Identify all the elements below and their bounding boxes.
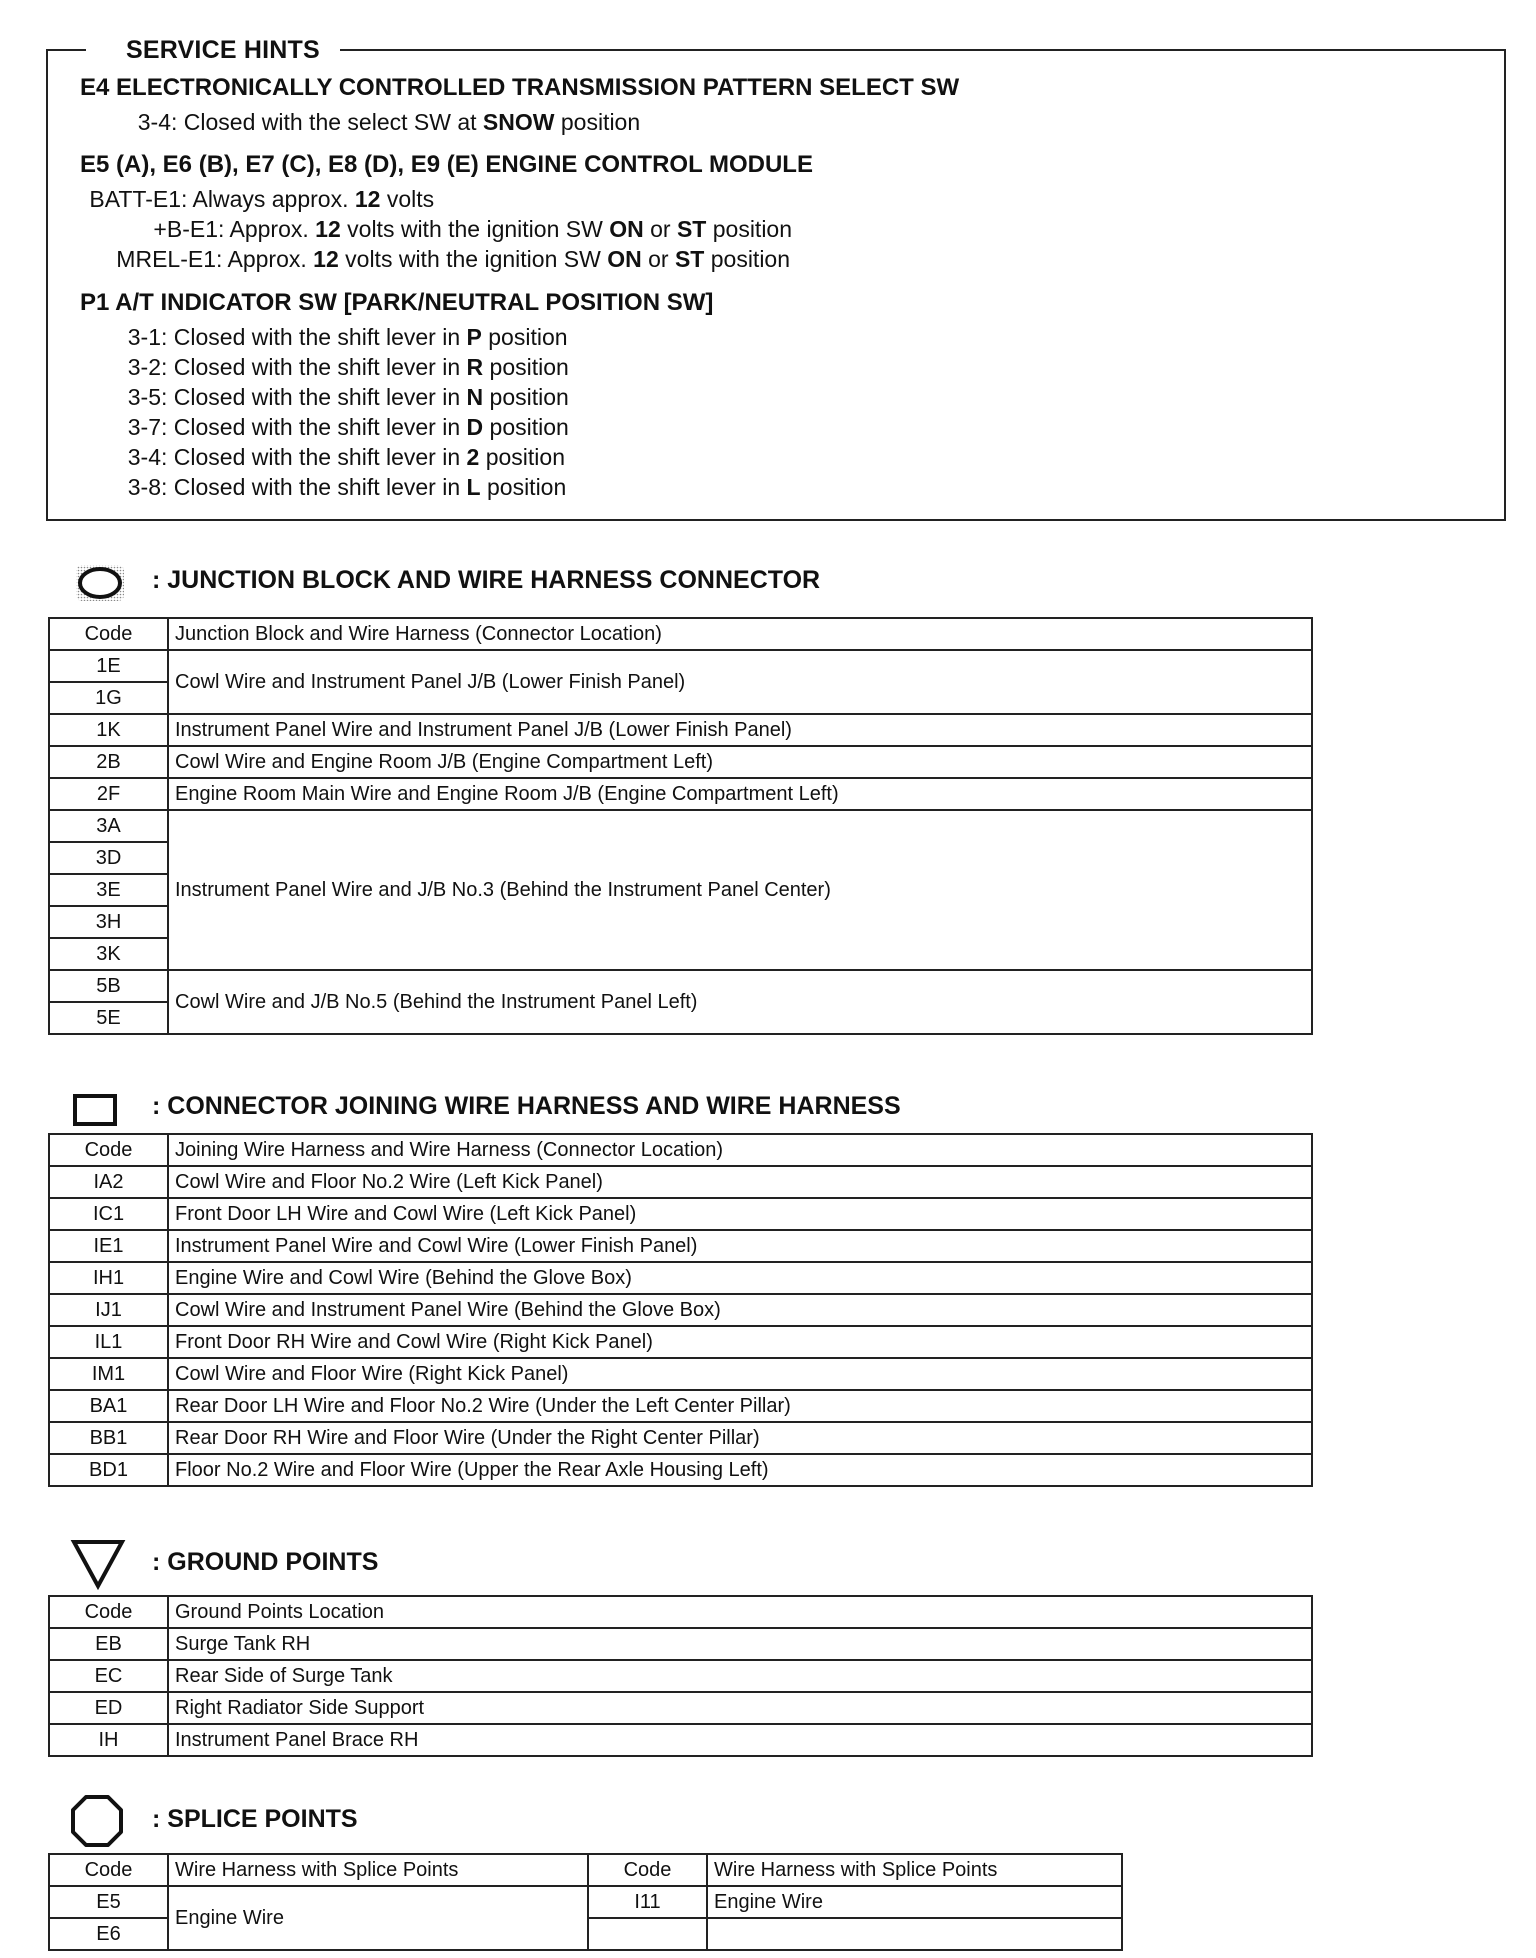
code-cell: IM1	[49, 1358, 168, 1390]
code-cell: IE1	[49, 1230, 168, 1262]
service-hint-text: : Closed with the shift lever in D position	[161, 414, 569, 440]
service-hint-pin: 3-4	[137, 109, 171, 135]
connector-table	[48, 1133, 1313, 1487]
wire-harness-cell: Engine Wire	[707, 1886, 1122, 1918]
code-cell: 3A	[49, 810, 168, 842]
code-cell: IH1	[49, 1262, 168, 1294]
code-column-header: Code	[49, 1134, 168, 1166]
connector-symbol-icon	[72, 1093, 118, 1127]
table-row	[49, 1660, 1312, 1692]
location-column-header: Ground Points Location	[168, 1596, 1312, 1628]
table-row	[49, 1326, 1312, 1358]
connector-section-title: : CONNECTOR JOINING WIRE HARNESS AND WIRE HARNESS	[152, 1092, 901, 1120]
service-hint-pin: 3-1	[127, 324, 161, 350]
service-hints-title: SERVICE HINTS	[86, 36, 340, 65]
code-cell: E5	[49, 1886, 168, 1918]
wire-harness-column-header: Wire Harness with Splice Points	[707, 1854, 1122, 1886]
location-column-header: Joining Wire Harness and Wire Harness (Connector Location)	[168, 1134, 1312, 1166]
location-cell: Front Door LH Wire and Cowl Wire (Left Kick Panel)	[168, 1198, 1312, 1230]
code-cell: 2F	[49, 778, 168, 810]
code-cell: 1K	[49, 714, 168, 746]
code-cell: E6	[49, 1918, 168, 1950]
table-row	[49, 1262, 1312, 1294]
table-row	[49, 1886, 1122, 1918]
service-hint-heading: E5 (A), E6 (B), E7 (C), E8 (D), E9 (E) ENGINE CONTROL MODULE	[80, 151, 813, 178]
code-cell: 3K	[49, 938, 168, 970]
service-hint-emphasis: ON	[607, 246, 642, 272]
service-hint-pin: MREL-E1	[116, 246, 216, 272]
splice-header-row	[49, 1854, 1122, 1886]
table-row	[49, 746, 1312, 778]
location-cell: Instrument Panel Wire and J/B No.3 (Behind the Instrument Panel Center)	[168, 810, 1312, 970]
code-column-header: Code	[588, 1854, 707, 1886]
wire-harness-cell	[707, 1918, 1122, 1950]
code-cell: IH	[49, 1724, 168, 1756]
table-row	[49, 1294, 1312, 1326]
table-row	[49, 1692, 1312, 1724]
ground-header-row	[49, 1596, 1312, 1628]
service-hint-emphasis: N	[466, 384, 484, 410]
table-row	[49, 1422, 1312, 1454]
service-hint-text: : Approx. 12 volts with the ignition SW ON or ST position	[218, 216, 793, 242]
location-cell: Right Radiator Side Support	[168, 1692, 1312, 1724]
service-hint-emphasis: 12	[354, 186, 381, 212]
location-cell: Cowl Wire and Instrument Panel J/B (Lower Finish Panel)	[168, 650, 1312, 714]
location-cell: Instrument Panel Wire and Instrument Panel J/B (Lower Finish Panel)	[168, 714, 1312, 746]
location-cell: Engine Wire and Cowl Wire (Behind the Glove Box)	[168, 1262, 1312, 1294]
service-hint-emphasis: SNOW	[482, 109, 555, 135]
location-cell: Rear Door RH Wire and Floor Wire (Under the Right Center Pillar)	[168, 1422, 1312, 1454]
junction-header-row	[49, 618, 1312, 650]
junction-table	[48, 617, 1313, 1035]
table-row	[49, 1390, 1312, 1422]
table-row	[49, 970, 1312, 1002]
code-cell: IJ1	[49, 1294, 168, 1326]
table-row	[49, 1454, 1312, 1486]
code-cell: 1E	[49, 650, 168, 682]
location-cell: Rear Door LH Wire and Floor No.2 Wire (Under the Left Center Pillar)	[168, 1390, 1312, 1422]
location-cell: Floor No.2 Wire and Floor Wire (Upper the Rear Axle Housing Left)	[168, 1454, 1312, 1486]
service-hint-heading: E4 ELECTRONICALLY CONTROLLED TRANSMISSION PATTERN SELECT SW	[80, 74, 960, 101]
location-cell: Cowl Wire and Floor Wire (Right Kick Panel)	[168, 1358, 1312, 1390]
table-row	[49, 650, 1312, 682]
code-cell: IC1	[49, 1198, 168, 1230]
service-hint-emphasis: ST	[674, 246, 705, 272]
service-hint-pin: BATT-E1	[89, 186, 181, 212]
service-hint-pin: 3-5	[127, 384, 161, 410]
code-cell: EB	[49, 1628, 168, 1660]
table-row	[49, 810, 1312, 842]
code-cell: 5E	[49, 1002, 168, 1034]
service-hint-text: : Closed with the shift lever in N position	[161, 384, 569, 410]
service-hint-emphasis: D	[466, 414, 484, 440]
service-hint-emphasis: 2	[466, 444, 480, 470]
code-cell: ED	[49, 1692, 168, 1724]
ground-point-symbol-icon	[70, 1538, 126, 1590]
location-cell: Surge Tank RH	[168, 1628, 1312, 1660]
splice-table	[48, 1853, 1123, 1951]
table-row	[49, 1358, 1312, 1390]
code-cell: IA2	[49, 1166, 168, 1198]
table-row	[49, 1166, 1312, 1198]
location-cell: Cowl Wire and Floor No.2 Wire (Left Kick Panel)	[168, 1166, 1312, 1198]
service-hint-emphasis: L	[466, 474, 481, 500]
wire-harness-cell: Engine Wire	[168, 1886, 588, 1950]
code-cell: 1G	[49, 682, 168, 714]
service-hint-text: : Approx. 12 volts with the ignition SW ON or ST position	[216, 246, 791, 272]
code-cell: 3E	[49, 874, 168, 906]
code-cell: 3D	[49, 842, 168, 874]
code-column-header: Code	[49, 1854, 168, 1886]
service-hint-emphasis: P	[466, 324, 482, 350]
table-row	[49, 1230, 1312, 1262]
code-cell: BB1	[49, 1422, 168, 1454]
service-hint-text: : Closed with the shift lever in R position	[161, 354, 569, 380]
service-hint-emphasis: 12	[313, 246, 339, 272]
service-hint-emphasis: ON	[609, 216, 644, 242]
code-cell	[588, 1918, 707, 1950]
location-cell: Rear Side of Surge Tank	[168, 1660, 1312, 1692]
code-cell: I11	[588, 1886, 707, 1918]
location-cell: Cowl Wire and J/B No.5 (Behind the Instrument Panel Left)	[168, 970, 1312, 1034]
table-row	[49, 1198, 1312, 1230]
code-cell: BD1	[49, 1454, 168, 1486]
service-hint-text: : Closed with the select SW at SNOW position	[171, 109, 641, 135]
splice-point-symbol-icon	[69, 1793, 125, 1849]
service-hint-text: : Closed with the shift lever in 2 position	[161, 444, 565, 470]
ground-table	[48, 1595, 1313, 1757]
location-cell: Cowl Wire and Instrument Panel Wire (Behind the Glove Box)	[168, 1294, 1312, 1326]
code-cell: 3H	[49, 906, 168, 938]
location-cell: Engine Room Main Wire and Engine Room J/B (Engine Compartment Left)	[168, 778, 1312, 810]
code-column-header: Code	[49, 1596, 168, 1628]
junction-block-symbol-icon	[74, 563, 126, 603]
service-hint-pin: 3-2	[127, 354, 161, 380]
service-hint-text: : Closed with the shift lever in L position	[161, 474, 567, 500]
service-hint-heading: P1 A/T INDICATOR SW [PARK/NEUTRAL POSITION SW]	[80, 289, 714, 316]
splice-section-title: : SPLICE POINTS	[152, 1805, 358, 1833]
location-cell: Instrument Panel Wire and Cowl Wire (Lower Finish Panel)	[168, 1230, 1312, 1262]
code-cell: 5B	[49, 970, 168, 1002]
location-cell: Cowl Wire and Engine Room J/B (Engine Compartment Left)	[168, 746, 1312, 778]
table-row	[49, 714, 1312, 746]
wire-harness-column-header: Wire Harness with Splice Points	[168, 1854, 588, 1886]
service-hint-pin: 3-8	[127, 474, 161, 500]
service-hint-pin: +B-E1	[153, 216, 218, 242]
location-cell: Front Door RH Wire and Cowl Wire (Right Kick Panel)	[168, 1326, 1312, 1358]
table-row	[49, 1724, 1312, 1756]
code-column-header: Code	[49, 618, 168, 650]
service-hint-pin: 3-4	[127, 444, 161, 470]
junction-section-title: : JUNCTION BLOCK AND WIRE HARNESS CONNECTOR	[152, 566, 821, 594]
table-row	[49, 778, 1312, 810]
code-cell: BA1	[49, 1390, 168, 1422]
location-column-header: Junction Block and Wire Harness (Connector Location)	[168, 618, 1312, 650]
service-hint-emphasis: ST	[676, 216, 707, 242]
location-cell: Instrument Panel Brace RH	[168, 1724, 1312, 1756]
service-hint-pin: 3-7	[127, 414, 161, 440]
ground-section-title: : GROUND POINTS	[152, 1548, 379, 1576]
code-cell: 2B	[49, 746, 168, 778]
code-cell: IL1	[49, 1326, 168, 1358]
service-hint-text: : Closed with the shift lever in P position	[161, 324, 568, 350]
connector-header-row	[49, 1134, 1312, 1166]
service-hint-emphasis: 12	[315, 216, 341, 242]
service-hint-emphasis: R	[466, 354, 484, 380]
service-hint-text: : Always approx. 12 volts	[181, 186, 435, 212]
table-row	[49, 1628, 1312, 1660]
code-cell: EC	[49, 1660, 168, 1692]
